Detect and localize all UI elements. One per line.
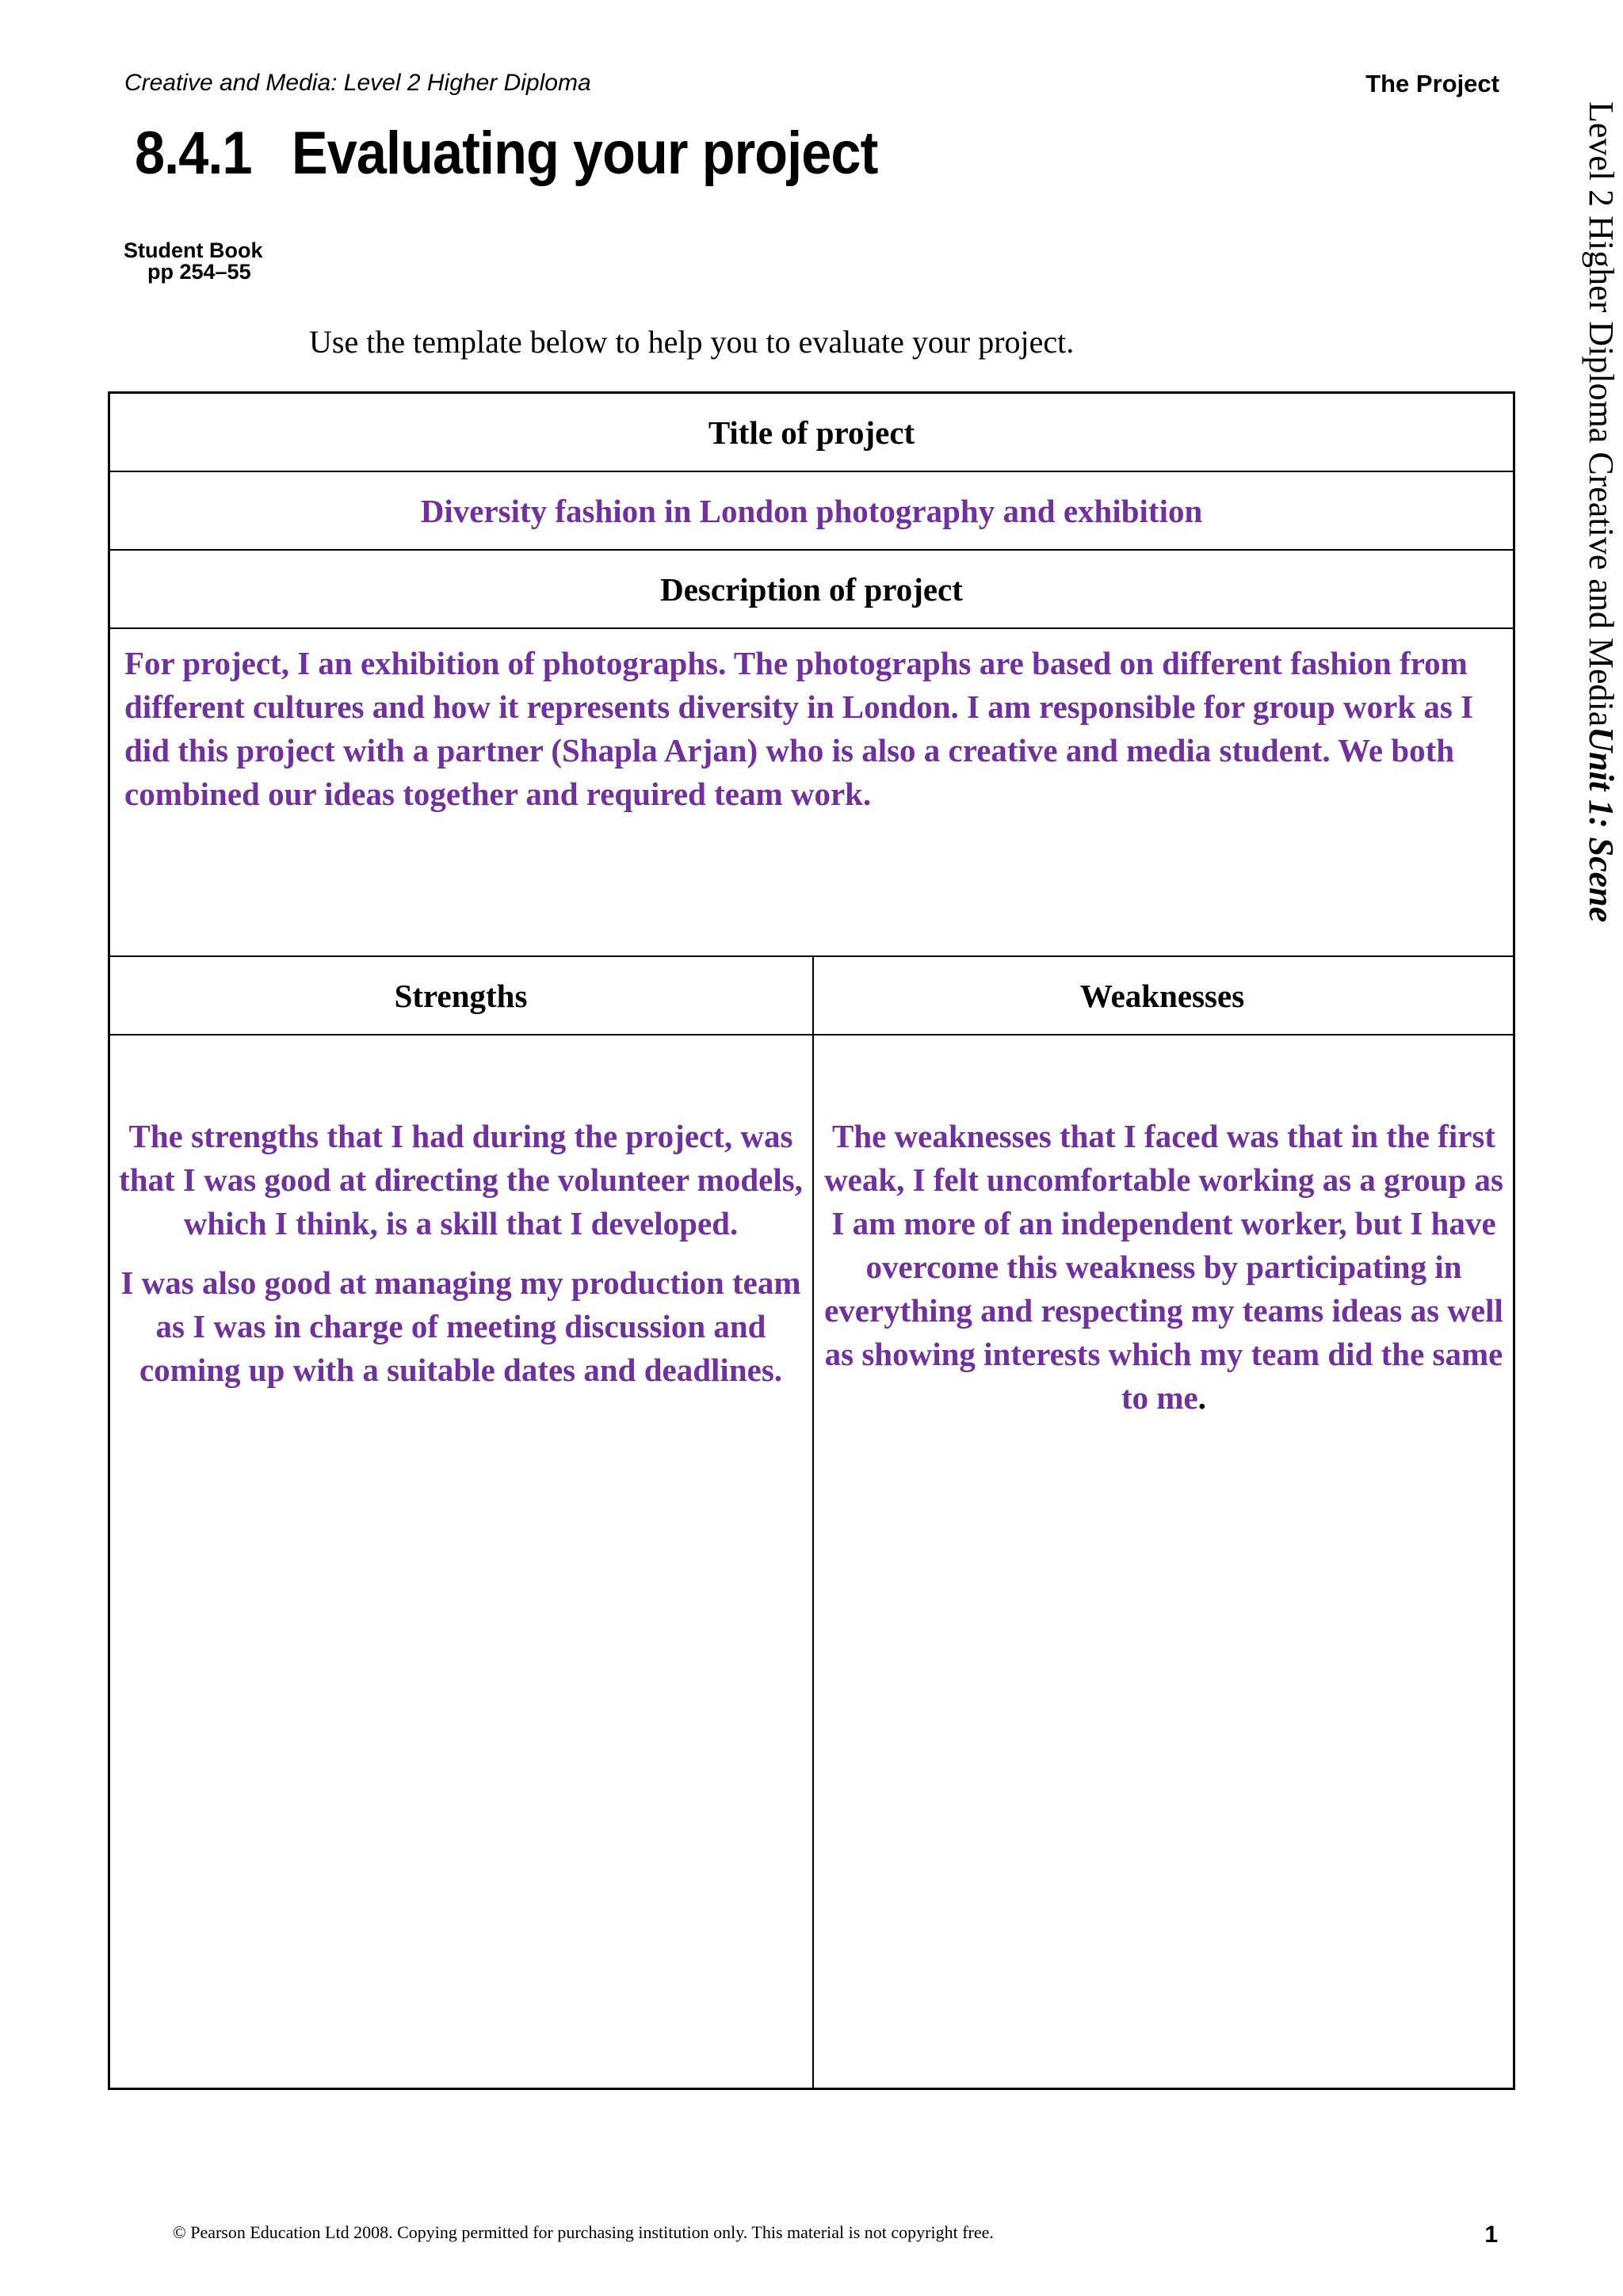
title-label: Title of project (708, 414, 915, 451)
running-header-section: The Project (1365, 70, 1499, 97)
section-title: Evaluating your project (292, 120, 878, 187)
side-running-title (1581, 101, 1621, 922)
running-header-title: Creative and Media: Level 2 Higher Diploma (124, 70, 591, 96)
weaknesses-end-period: . (1197, 1379, 1206, 1416)
title-value: Diversity fashion in London photography and exhibition (420, 492, 1203, 529)
strengths-header-cell (110, 977, 812, 1015)
strengths-paragraph-1: The strengths that I had during the project, was that I was good at directing the volunteer models, which I think, is a skill that I developed. (119, 1118, 803, 1241)
instruction-text: Use the template below to help you to evaluate your project. (309, 324, 1075, 360)
strengths-label: Strengths (394, 977, 528, 1014)
weaknesses-cell[interactable] (812, 1035, 1513, 2088)
side-diploma: Level 2 Higher Diploma Creative and Media (1582, 101, 1621, 727)
student-book-reference (124, 240, 263, 283)
weaknesses-text: The weaknesses that I faced was that in the first weak, I felt uncomfortable working as a group as I am more of an independent worker, but I have overcome this weakness by participating in everything and respecting my teams ideas as well as showing interests which my team did the same to me (824, 1118, 1503, 1416)
page-title (135, 119, 877, 188)
description-label: Description of project (660, 570, 963, 608)
weaknesses-label: Weaknesses (1079, 977, 1245, 1014)
title-value-row[interactable] (110, 472, 1513, 551)
side-unit: Unit 1: Scene (1582, 727, 1621, 923)
weaknesses-header-cell (812, 977, 1513, 1015)
section-number: 8.4.1 (135, 120, 252, 187)
strengths-weaknesses-body (110, 1035, 1513, 2088)
copyright-footer: © Pearson Education Ltd 2008. Copying permitted for purchasing institution only. This material is not copyright free. (173, 2222, 994, 2242)
description-value[interactable]: For project, I an exhibition of photographs. The photographs are based on different fashion from different cultures and how it represents diversity in London. I am responsible for group work as I did this project with a partner (Shapla Arjan) who is also a creative and media student. We both combined our ideas together and required team work. (110, 629, 1513, 957)
strengths-paragraph-2: I was also good at managing my production team as I was in charge of meeting discussion and coming up with a suitable dates and deadlines. (120, 1264, 801, 1388)
description-label-row (110, 551, 1513, 629)
page-number: 1 (1484, 2222, 1498, 2248)
reference-pages: pp 254–55 (147, 260, 251, 284)
reference-book: Student Book (124, 238, 263, 262)
weaknesses-paragraph (824, 1115, 1503, 1420)
strengths-weaknesses-header-row (110, 957, 1513, 1035)
strengths-cell[interactable] (110, 1035, 812, 2088)
evaluation-form (108, 391, 1515, 2090)
title-label-row (110, 394, 1513, 472)
